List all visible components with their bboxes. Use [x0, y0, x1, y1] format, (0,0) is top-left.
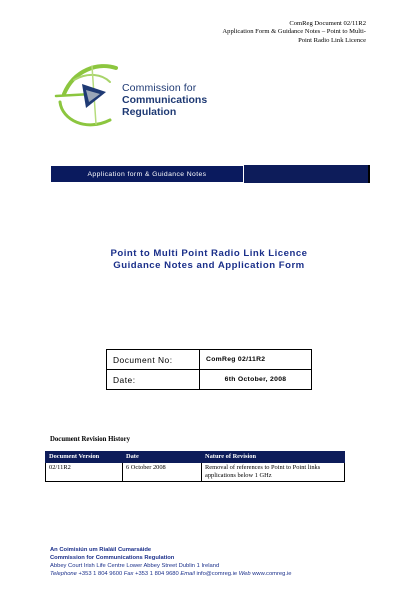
- date-label: Date:: [107, 370, 200, 390]
- document-subtitle-line2: Point Radio Link Licence: [298, 36, 366, 44]
- document-title: [50, 248, 368, 272]
- banner-label: Application form & Guidance Notes: [50, 165, 244, 183]
- document-reference: [146, 20, 366, 45]
- table-row: [107, 370, 312, 390]
- telephone-label: Telephone: [50, 571, 77, 577]
- document-number-value: ComReg 02/11R2: [200, 350, 312, 370]
- fax-number: +353 1 804 9680: [133, 571, 181, 577]
- document-number: ComReg Document 02/11R2: [289, 20, 366, 27]
- section-banner: [50, 165, 370, 183]
- document-subtitle-line1: Application Form & Guidance Notes – Point to Multi-: [222, 28, 366, 36]
- footer-address: Abbey Court Irish Life Centre Lower Abbey Street Dublin 1 Ireland: [50, 563, 220, 569]
- column-header-date: Date: [123, 452, 202, 463]
- table-header-row: [46, 452, 345, 463]
- date-value: 6th October, 2008: [200, 370, 312, 390]
- email-link[interactable]: info@comreg.ie: [194, 571, 239, 577]
- footer-english-name: Commission for Communications Regulation: [50, 555, 175, 561]
- email-label: Email: [180, 571, 195, 577]
- document-info-table: [106, 349, 312, 390]
- footer-contact: [50, 570, 292, 578]
- web-link[interactable]: www.comreg.ie: [250, 571, 292, 577]
- title-line1: Point to Multi Point Radio Link Licence: [110, 248, 308, 259]
- title-line2: Guidance Notes and Application Form: [113, 260, 305, 271]
- fax-label: Fax: [123, 571, 134, 577]
- column-header-version: Document Version: [46, 452, 123, 463]
- column-header-nature: Nature of Revision: [202, 452, 345, 463]
- revision-history-table: [45, 451, 345, 482]
- logo-text-line2: Communications Regulation: [122, 94, 208, 118]
- comreg-logo: [52, 58, 262, 133]
- footer: [50, 546, 292, 578]
- revision-date: 6 October 2008: [123, 463, 202, 482]
- revision-history-heading: Document Revision History: [50, 436, 131, 443]
- document-number-label: Document No:: [107, 350, 200, 370]
- table-row: [107, 350, 312, 370]
- revision-version: 02/11R2: [46, 463, 123, 482]
- table-row: [46, 463, 345, 482]
- telephone-number: +353 1 804 9600: [76, 571, 124, 577]
- revision-nature: Removal of references to Point to Point links applications below 1 GHz: [202, 463, 345, 482]
- footer-irish-name: An Coimisiún um Rialáil Cumarsáide: [50, 547, 152, 553]
- web-label: Web: [238, 571, 251, 577]
- logo-text-line1: Commission for: [122, 82, 197, 94]
- comreg-logo-icon: [52, 58, 122, 133]
- logo-wordmark: [122, 82, 262, 118]
